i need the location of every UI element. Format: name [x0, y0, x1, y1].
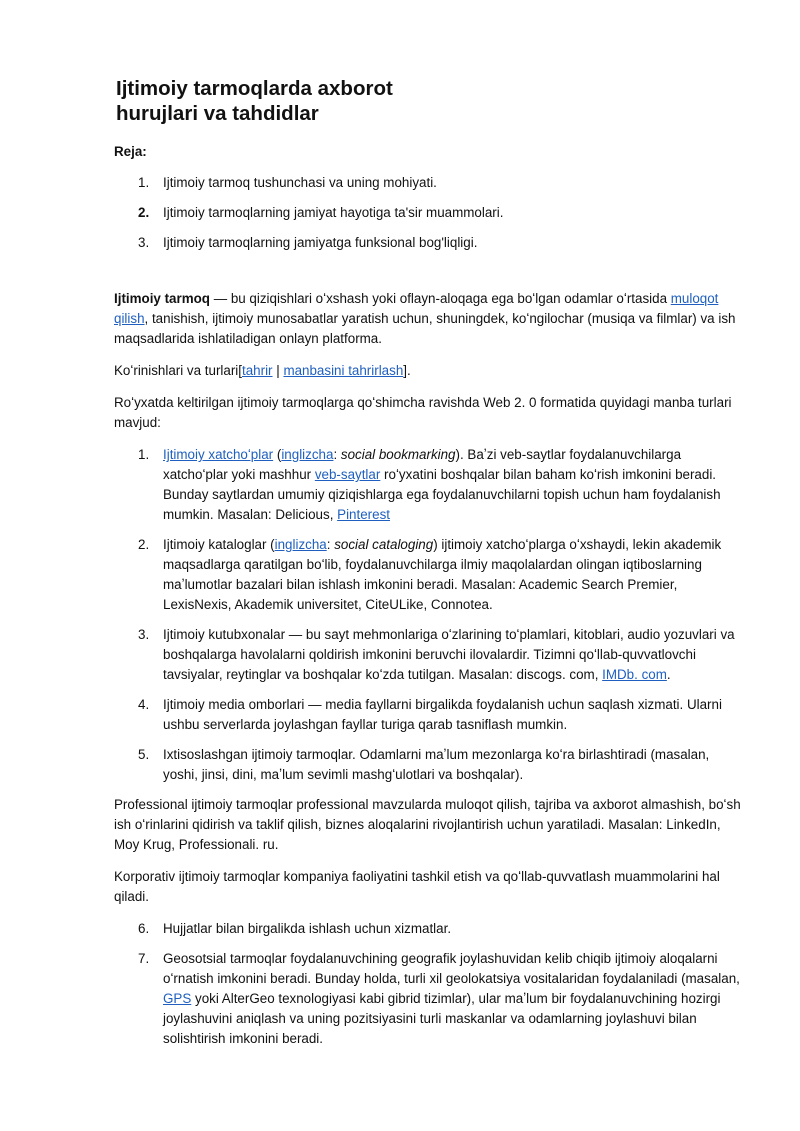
list-item-number: 7.	[138, 951, 150, 966]
list-item-number: 5.	[138, 747, 150, 762]
types-heading-text: Koʻrinishlari va turlari[	[114, 363, 242, 378]
english-term: social cataloging	[334, 537, 434, 552]
edit-source-link[interactable]: manbasini tahrirlash	[283, 363, 404, 378]
plan-item-number: 2.	[138, 205, 150, 220]
types-heading-end: ].	[403, 363, 411, 378]
plan-item-number: 1.	[138, 175, 150, 190]
list-item	[114, 445, 744, 525]
document-title	[116, 76, 744, 126]
definition-paragraph	[114, 289, 744, 349]
list-item-text: .	[666, 667, 671, 682]
plan-item	[114, 173, 744, 193]
types-heading-separator: |	[272, 363, 284, 378]
plan-item-number: 3.	[138, 235, 150, 250]
english-link[interactable]: inglizcha	[274, 537, 327, 552]
intro-paragraph: Roʻyxatda keltirilgan ijtimoiy tarmoqlarga qoʻshimcha ravishda Web 2. 0 formatida quyidagi manba turlari mavjud:	[114, 395, 732, 430]
definition-term: Ijtimoiy tarmoq	[114, 291, 210, 306]
list-item-text: :	[333, 447, 341, 462]
plan-list	[114, 173, 744, 253]
list-item-number: 3.	[138, 627, 150, 642]
definition-text: , tanishish, ijtimoiy munosabatlar yaratish uchun, shuningdek, koʻngilochar (musiqa va filmlar) va ish maqsadlarida ishlatiladigan onlayn platforma.	[114, 311, 736, 346]
list-item-text: Geosotsial tarmoqlar foydalanuvchining geografik joylashuvidan kelib chiqib ijtimoiy aloqalarni oʻrnatish imkonini beradi. Bunday holda, turli xil geolokatsiya vositalaridan foydalaniladi (masalan,	[163, 951, 740, 986]
list-item-text: Ijtimoiy kutubxonalar — bu sayt mehmonlariga oʻzlarining toʻplamlari, kitoblari, audio yozuvlari va boshqalarga havolalarni qoldirish imkonini beruvchi ilovalardir. Tizimni qoʻllab-quvvatlovchi tavsiyalar, reytinglar va boshqalar koʻzda tutilgan. Masalan: discogs. com,	[163, 627, 735, 682]
plan-item	[114, 233, 744, 253]
websites-link[interactable]: veb-saytlar	[314, 467, 381, 482]
list-item-text: Hujjatlar bilan birgalikda ishlash uchun xizmatlar.	[163, 921, 452, 936]
list-item-text: Ijtimoiy media omborlari — media fayllarni birgalikda foydalanish uchun saqlash xizmati. Ularni ushbu serverlarda joylashgan fayllar turiga qarab tasniflash mumkin.	[163, 697, 722, 732]
social-bookmarks-link[interactable]: Ijtimoiy xatchoʻplar	[163, 447, 274, 462]
list-item-text: roʻyxatini boshqalar bilan baham koʻrish imkonini beradi. Bunday saytlardan umumiy qiziqishlarga ega foydalanuvchilarni topish uchun ham foydalanish mumkin. Masalan: Delicious,	[163, 467, 721, 522]
plan-item-text: Ijtimoiy tarmoqlarning jamiyat hayotiga ta'sir muammolari.	[163, 205, 504, 220]
list-item-text: ). Baʼzi veb-saytlar foydalanuvchilarga xatchoʻplar yoki mashhur	[163, 447, 682, 482]
list-item-text: Ixtisoslashgan ijtimoiy tarmoqlar. Odamlarni maʼlum mezonlarga koʻra birlashtiradi (masalan, yoshi, jinsi, dini, maʼlum sevimli mashgʻulotlari va boshqalar).	[163, 747, 710, 782]
list-item-text: yoki AlterGeo texnologiyasi kabi gibrid tizimlar), ular maʼlum bir foydalanuvchining hozirgi joylashuvini aniqlash va uning pozitsiyasini turli maskanlar va odamlarning joylashuvi bilan solishtirish imkonini beradi.	[163, 991, 721, 1046]
english-link[interactable]: inglizcha	[281, 447, 334, 462]
extra-list	[114, 919, 744, 1049]
list-item	[114, 625, 744, 685]
gps-link[interactable]: GPS	[163, 991, 192, 1006]
plan-heading: Reja:	[114, 144, 147, 159]
types-heading	[114, 361, 744, 381]
list-item-number: 4.	[138, 697, 150, 712]
list-item-text: Ijtimoiy kataloglar (	[163, 537, 275, 552]
list-item-text: ) ijtimoiy xatchoʻplarga oʻxshaydi, lekin akademik maqsadlarga qaratilgan boʻlib, foydalanuvchilarga ilmiy maqolalardan olingan iqtiboslarning maʼlumotlar bazalari bilan ishlash imkonini beradi. Masalan: Academic Search Premier, LexisNexis, Akademik universitet, CiteULike, Connotea.	[163, 537, 722, 612]
types-list	[114, 445, 744, 785]
list-item	[114, 949, 744, 1049]
plan-item-text: Ijtimoiy tarmoqlarning jamiyatga funksional bog'liqligi.	[163, 235, 478, 250]
professional-paragraph: Professional ijtimoiy tarmoqlar professional mavzularda muloqot qilish, tajriba va axborot almashish, boʻsh ish oʻrinlarini qidirish va taklif qilish, biznes aloqalarini rivojlantirish uchun yaratiladi. Masalan: LinkedIn, Moy Krug, Professionali. ru.	[114, 797, 741, 852]
list-item	[114, 535, 744, 615]
pinterest-link[interactable]: Pinterest	[337, 507, 390, 522]
title-line-1: Ijtimoiy tarmoqlarda axborot	[116, 77, 393, 100]
edit-link[interactable]: tahrir	[242, 363, 273, 378]
list-item-number: 6.	[138, 921, 150, 936]
definition-text: — bu qiziqishlari oʻxshash yoki oflayn-aloqaga ega boʻlgan odamlar oʻrtasida	[209, 291, 671, 306]
list-item	[114, 919, 744, 939]
list-item-text: (	[273, 447, 282, 462]
corporate-paragraph: Korporativ ijtimoiy tarmoqlar kompaniya faoliyatini tashkil etish va qoʻllab-quvvatlash muammolarini hal qiladi.	[114, 869, 720, 904]
imdb-link[interactable]: IMDb. com	[602, 667, 667, 682]
list-item-number: 2.	[138, 537, 150, 552]
title-line-2: hurujlari va tahdidlar	[116, 102, 319, 125]
list-item	[114, 695, 744, 735]
communication-link[interactable]: muloqot qilish	[114, 291, 719, 326]
list-item	[114, 745, 744, 785]
plan-item-text: Ijtimoiy tarmoq tushunchasi va uning mohiyati.	[163, 175, 437, 190]
plan-item	[114, 203, 744, 223]
list-item-number: 1.	[138, 447, 150, 462]
english-term: social bookmarking	[340, 447, 456, 462]
list-item-text: :	[326, 537, 335, 552]
